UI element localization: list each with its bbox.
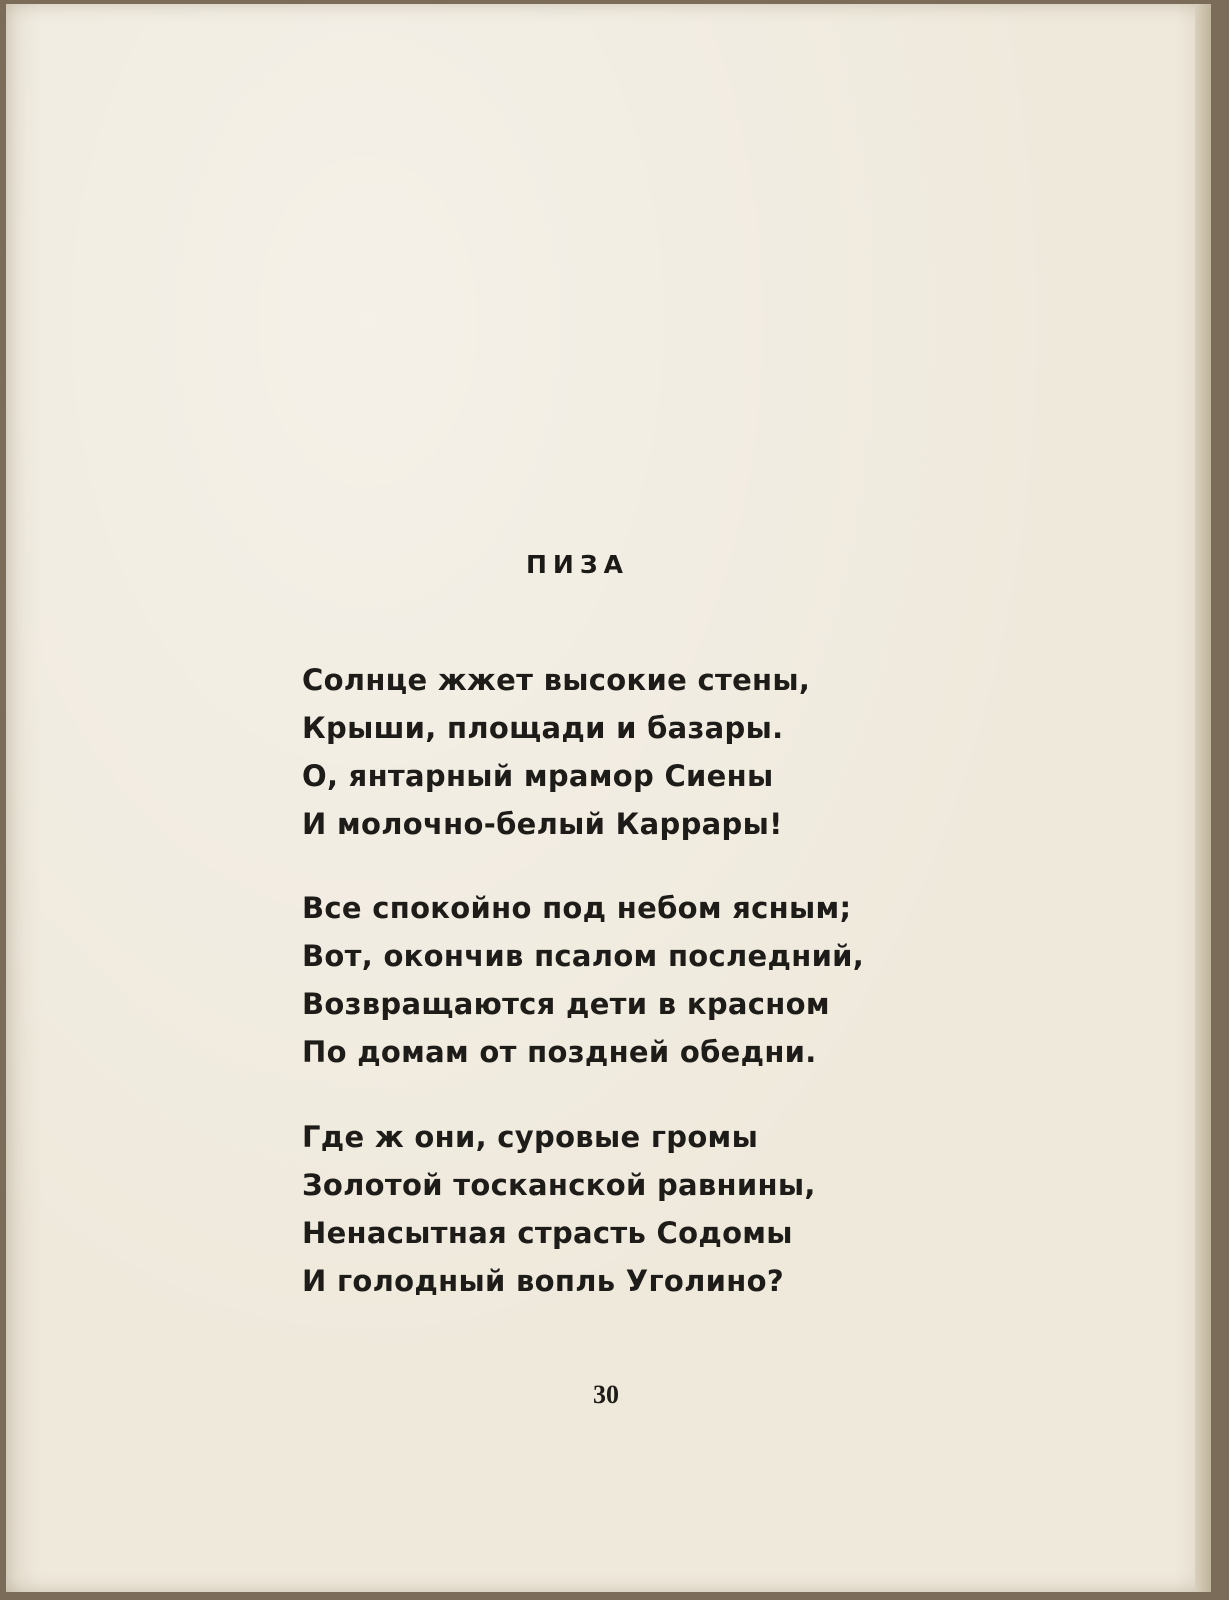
page-number: 30 <box>593 1380 619 1409</box>
poem-line: О, янтарный мрамор Сиены <box>302 759 774 793</box>
stanza-3 <box>302 1113 816 1305</box>
poem-line: И голодный вопль Уголино? <box>302 1264 784 1298</box>
poem-line: Крыши, площади и базары. <box>302 711 784 745</box>
poem-line: Возвращаются дети в красном <box>302 987 830 1021</box>
poem-line: И молочно-белый Каррары! <box>302 807 783 841</box>
stanza-2 <box>302 884 864 1076</box>
poem-line: По домам от поздней обедни. <box>302 1035 817 1069</box>
poem-line: Золотой тосканской равнины, <box>302 1168 816 1202</box>
poem-title: ПИЗА <box>526 550 629 579</box>
poem-line: Все спокойно под небом ясным; <box>302 891 852 925</box>
poem-line: Вот, окончив псалом последний, <box>302 939 865 973</box>
poem-line: Где ж они, суровые громы <box>302 1120 759 1154</box>
poem-line: Ненасытная страсть Содомы <box>302 1216 793 1250</box>
book-page <box>6 4 1211 1592</box>
page-edge <box>1195 4 1211 1592</box>
poem-line: Солнце жжет высокие стены, <box>302 663 811 697</box>
stanza-1 <box>302 656 810 848</box>
